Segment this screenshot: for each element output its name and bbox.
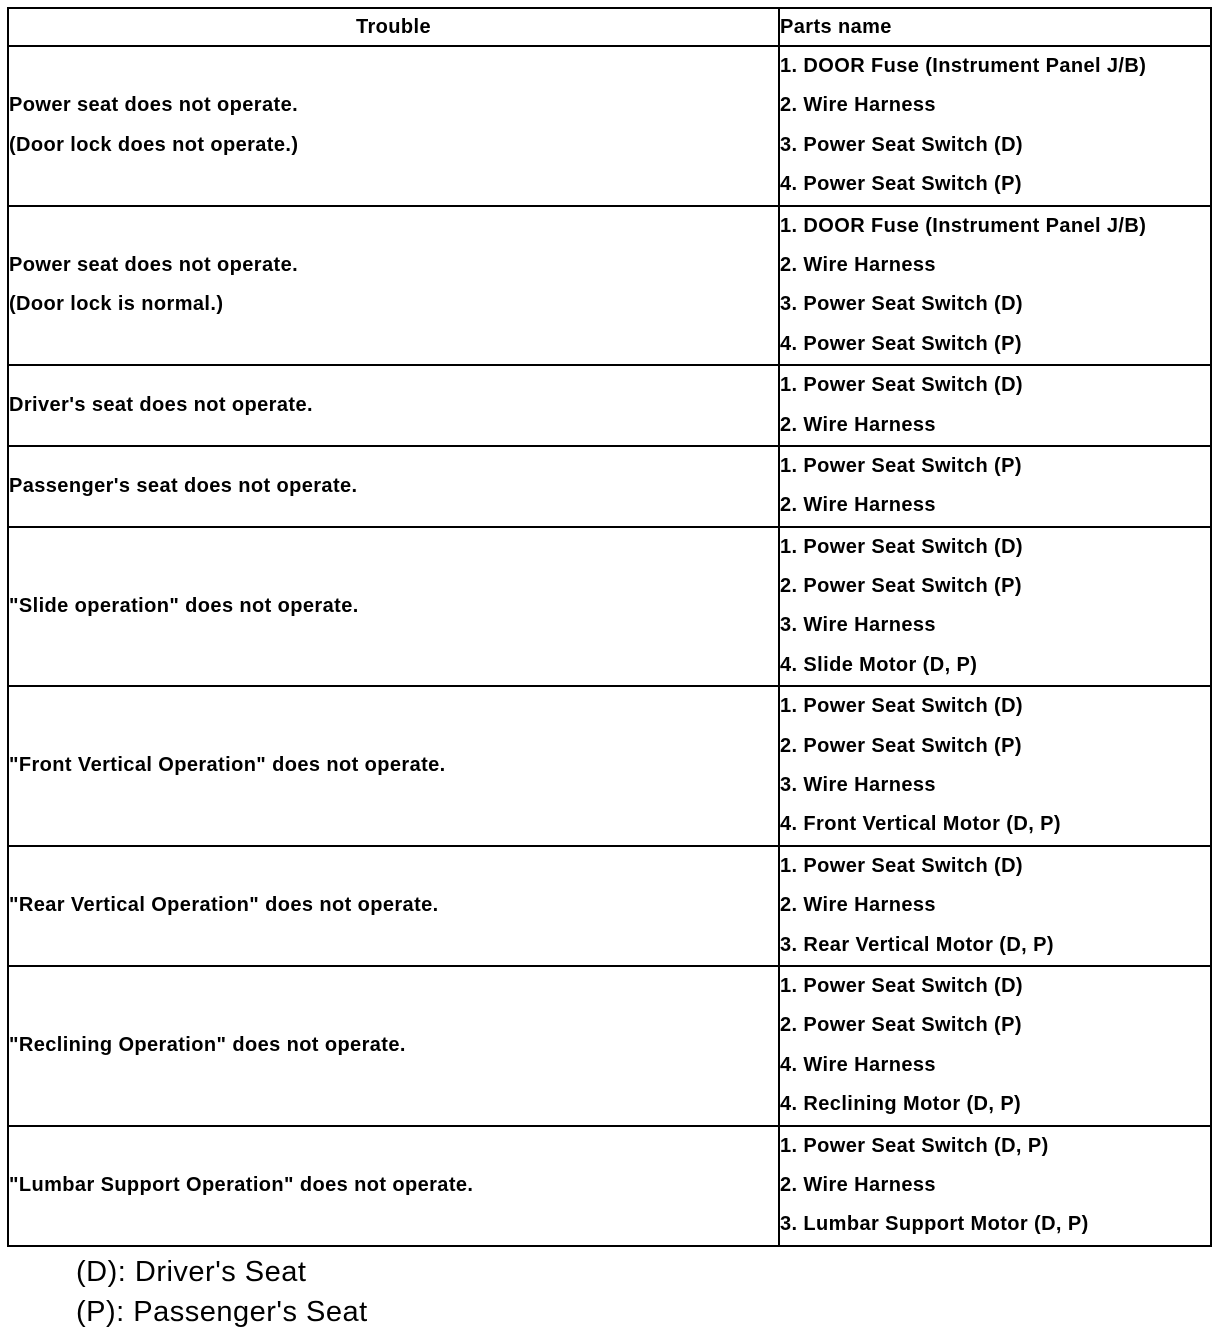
trouble-text: "Lumbar Support Operation" does not operate. — [9, 1173, 474, 1196]
trouble-text: "Reclining Operation" does not operate. — [9, 1034, 406, 1057]
table-row — [8, 846, 1211, 966]
part-item: 4. Power Seat Switch (P) — [780, 332, 1022, 355]
part-item: 2. Wire Harness — [780, 94, 936, 117]
trouble-text: (Door lock is normal.) — [9, 293, 224, 316]
part-item: 4. Power Seat Switch (P) — [780, 173, 1022, 196]
troubleshooting-table — [7, 7, 1212, 1247]
part-item: 1. Power Seat Switch (D, P) — [780, 1134, 1049, 1157]
part-item: 2. Power Seat Switch (P) — [780, 1014, 1022, 1037]
part-item: 1. Power Seat Switch (D) — [780, 695, 1023, 718]
trouble-cell — [8, 846, 779, 966]
parts-cell — [779, 1126, 1211, 1246]
parts-cell — [779, 46, 1211, 206]
table-row — [8, 1126, 1211, 1246]
part-item: 1. Power Seat Switch (D) — [780, 374, 1023, 397]
trouble-cell — [8, 686, 779, 846]
part-item: 3. Lumbar Support Motor (D, P) — [780, 1213, 1089, 1236]
trouble-text: Passenger's seat does not operate. — [9, 474, 358, 497]
parts-cell — [779, 206, 1211, 366]
note-driver: (D): Driver's Seat — [76, 1256, 307, 1288]
parts-cell — [779, 846, 1211, 966]
trouble-text: Driver's seat does not operate. — [9, 393, 313, 416]
part-item: 2. Wire Harness — [780, 494, 936, 517]
trouble-cell — [8, 446, 779, 527]
part-item: 2. Wire Harness — [780, 1173, 936, 1196]
part-item: 1. DOOR Fuse (Instrument Panel J/B) — [780, 55, 1147, 77]
trouble-text: "Slide operation" does not operate. — [9, 594, 359, 617]
trouble-cell — [8, 966, 779, 1126]
trouble-text: Power seat does not operate. — [9, 253, 299, 276]
table-row — [8, 206, 1211, 366]
part-item: 1. Power Seat Switch (P) — [780, 454, 1022, 477]
parts-cell — [779, 527, 1211, 687]
part-item: 1. DOOR Fuse (Instrument Panel J/B) — [780, 214, 1147, 237]
part-item: 2. Power Seat Switch (P) — [780, 734, 1022, 757]
part-item: 3. Wire Harness — [780, 614, 936, 637]
part-item: 4. Slide Motor (D, P) — [780, 653, 978, 676]
trouble-text: "Rear Vertical Operation" does not operate. — [9, 894, 439, 917]
trouble-cell — [8, 527, 779, 687]
header-parts-name: Parts name — [779, 8, 1211, 46]
part-item: 4. Front Vertical Motor (D, P) — [780, 813, 1061, 836]
legend-notes — [76, 1252, 368, 1332]
parts-cell — [779, 966, 1211, 1126]
table-row — [8, 966, 1211, 1126]
table-row — [8, 527, 1211, 687]
trouble-cell — [8, 365, 779, 446]
part-item: 3. Rear Vertical Motor (D, P) — [780, 933, 1054, 956]
trouble-text: Power seat does not operate. — [9, 94, 299, 117]
part-item: 1. Power Seat Switch (D) — [780, 854, 1023, 877]
part-item: 4. Reclining Motor (D, P) — [780, 1093, 1022, 1116]
part-item: 4. Wire Harness — [780, 1053, 936, 1076]
trouble-cell — [8, 1126, 779, 1246]
parts-cell — [779, 446, 1211, 527]
trouble-cell — [8, 206, 779, 366]
part-item: 3. Power Seat Switch (D) — [780, 293, 1023, 316]
table-row — [8, 446, 1211, 527]
part-item: 2. Power Seat Switch (P) — [780, 575, 1022, 598]
trouble-text: (Door lock does not operate.) — [9, 133, 299, 156]
part-item: 1. Power Seat Switch (D) — [780, 535, 1023, 558]
part-item: 1. Power Seat Switch (D) — [780, 974, 1023, 997]
table-header-row — [8, 8, 1211, 46]
header-trouble: Trouble — [8, 8, 779, 46]
table-body — [8, 46, 1211, 1246]
part-item: 2. Wire Harness — [780, 413, 936, 436]
table-row — [8, 365, 1211, 446]
note-passenger: (P): Passenger's Seat — [76, 1296, 368, 1328]
table-row — [8, 46, 1211, 206]
parts-cell — [779, 686, 1211, 846]
part-item: 3. Wire Harness — [780, 774, 936, 797]
part-item: 2. Wire Harness — [780, 894, 936, 917]
part-item: 3. Power Seat Switch (D) — [780, 133, 1023, 156]
trouble-text: "Front Vertical Operation" does not operate. — [9, 754, 446, 777]
table-row — [8, 686, 1211, 846]
part-item: 2. Wire Harness — [780, 253, 936, 276]
parts-cell — [779, 365, 1211, 446]
trouble-cell — [8, 46, 779, 206]
